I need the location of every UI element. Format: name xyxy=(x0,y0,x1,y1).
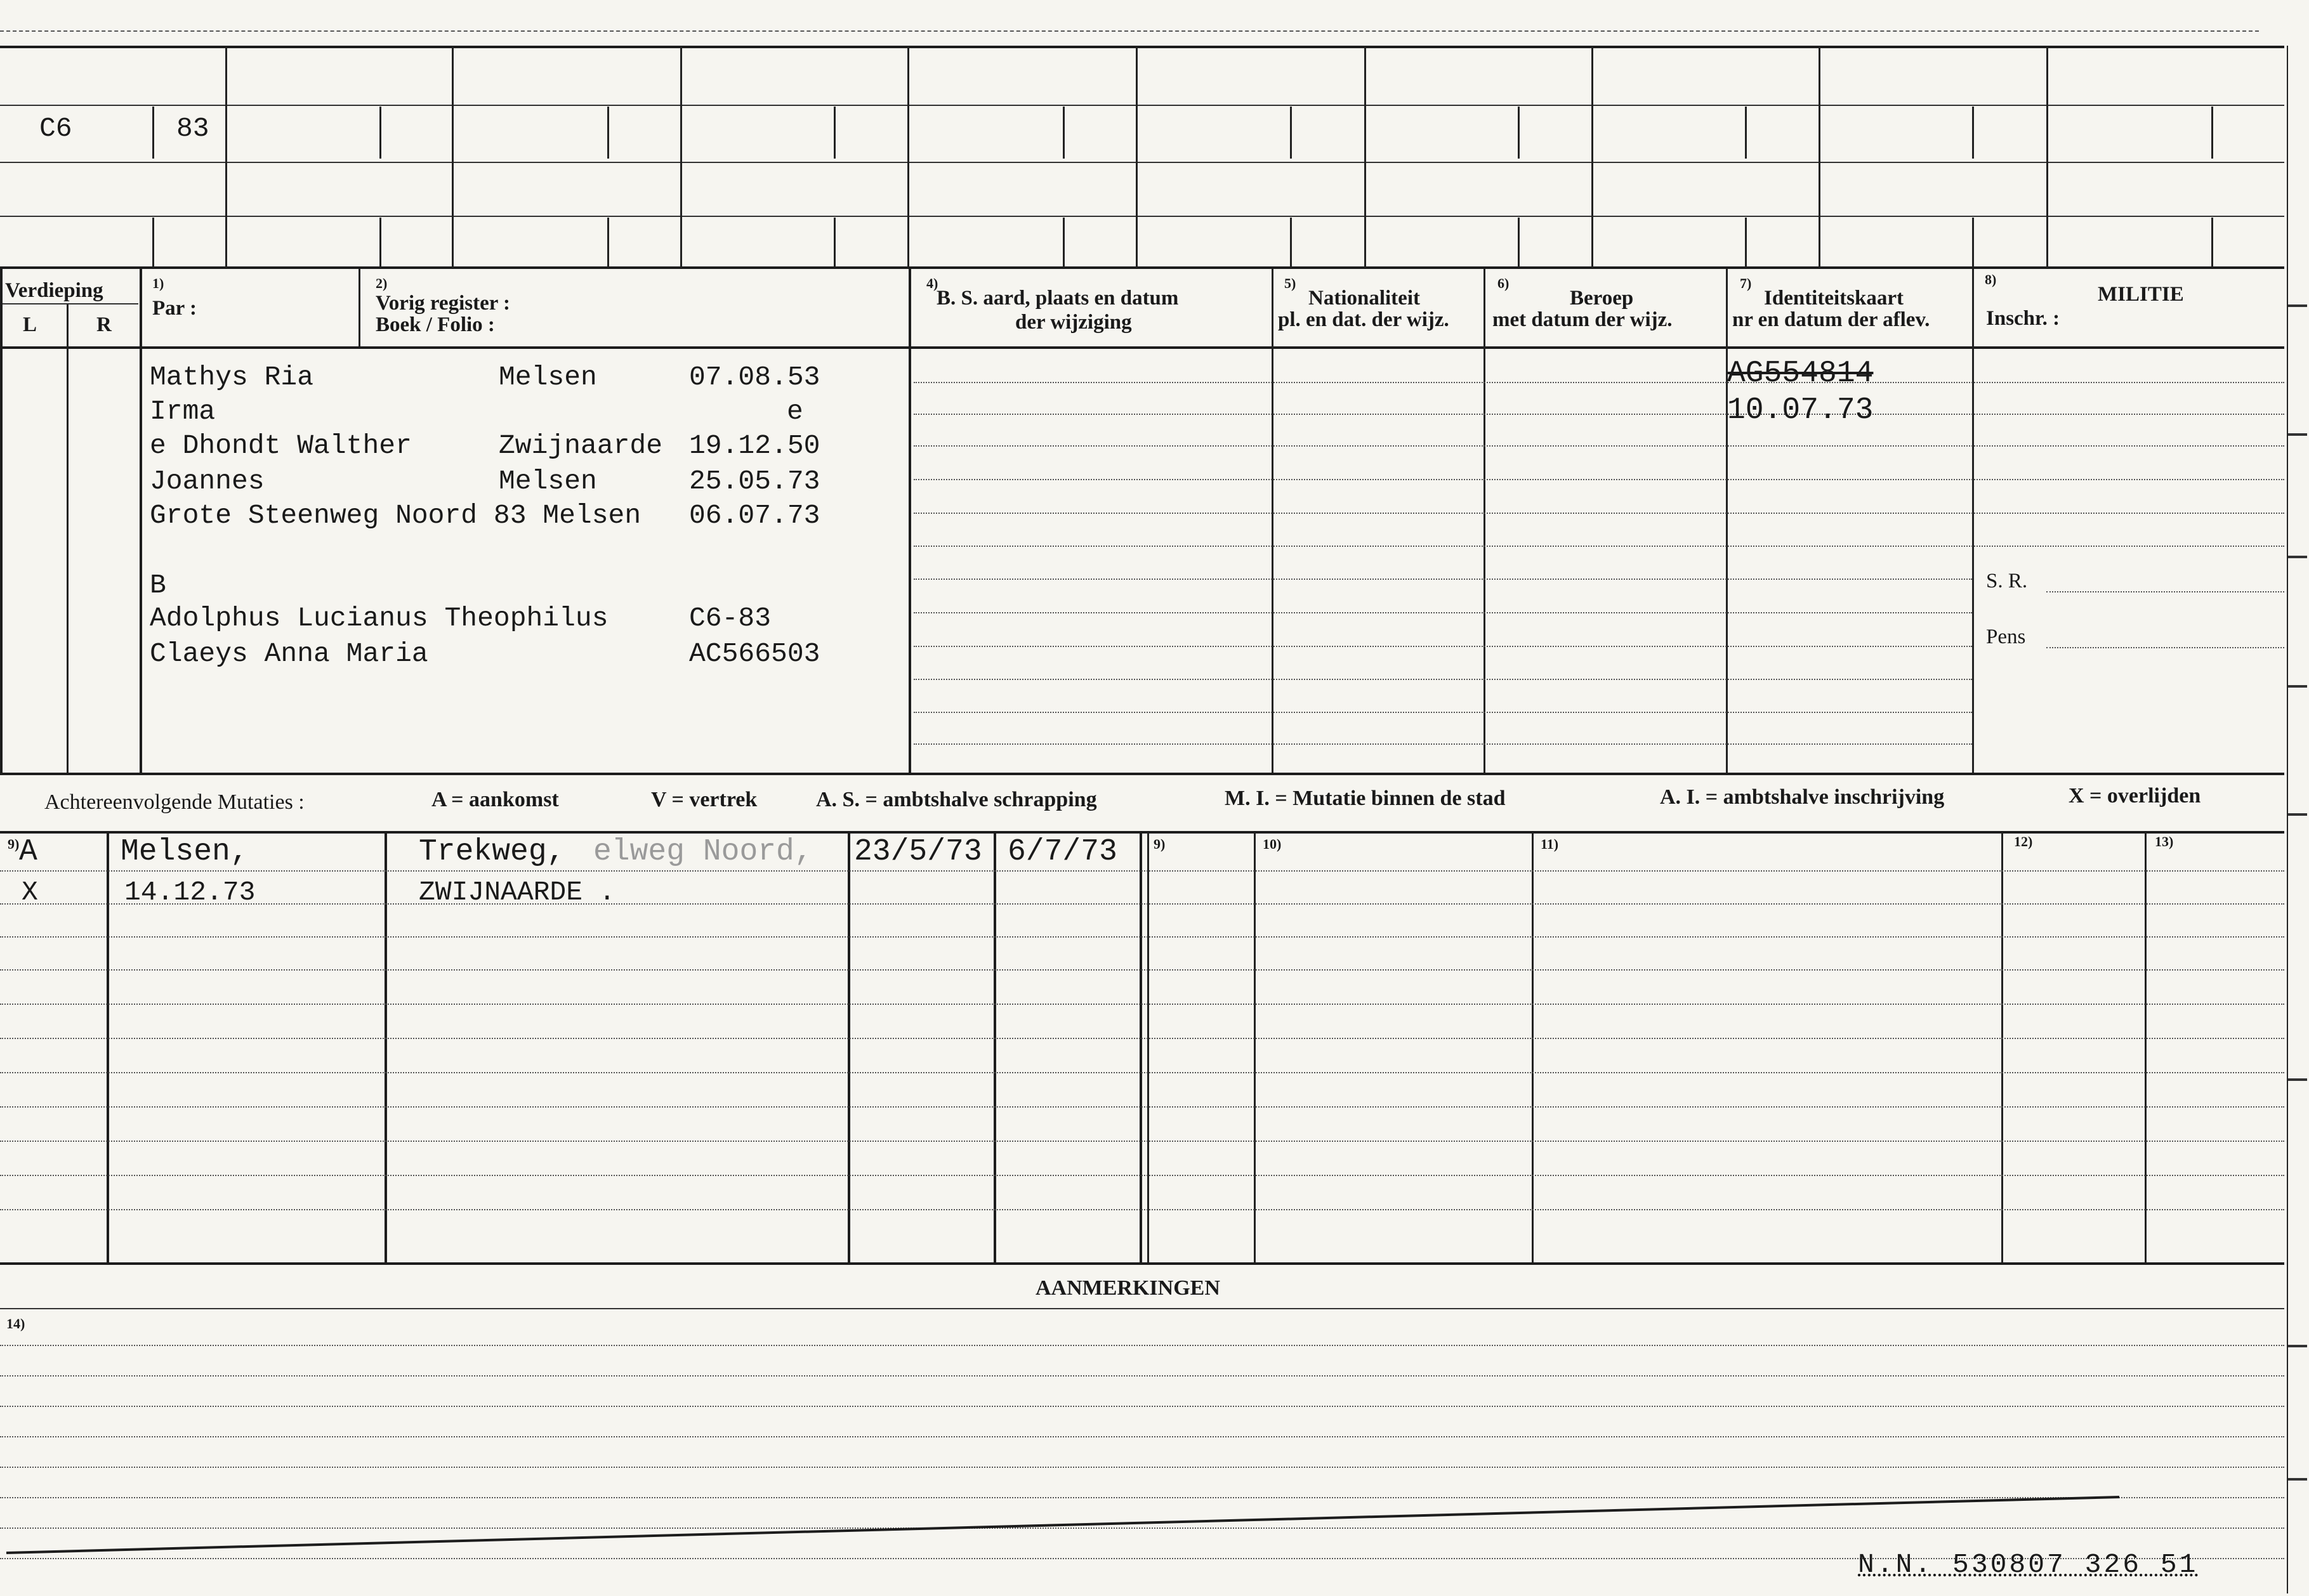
legend-vertrek: V = vertrek xyxy=(651,788,758,811)
militie-header: MILITIE xyxy=(2098,283,2184,306)
mutation-dotted xyxy=(0,1209,2284,1210)
col-number-4: 4) xyxy=(926,275,938,291)
vorig-register-label: Vorig register : xyxy=(376,292,511,315)
pens-label: Pens xyxy=(1986,625,2026,648)
person-name-8: Claeys Anna Maria xyxy=(150,638,428,669)
top-vline xyxy=(1136,46,1138,268)
dotted-line xyxy=(914,743,1972,745)
beroep-header-line1: Beroep xyxy=(1570,287,1634,310)
mutation-vline xyxy=(385,832,387,1262)
col-number-2: 2) xyxy=(376,275,388,291)
sr-line xyxy=(2046,591,2284,592)
mutation-vline xyxy=(1532,832,1534,1262)
top-minor-vline xyxy=(152,218,154,267)
verdieping-label: Verdieping xyxy=(5,279,103,302)
remarks-title: AANMERKINGEN xyxy=(1036,1276,1220,1300)
right-border xyxy=(2287,46,2288,1593)
col-number-7: 7) xyxy=(1740,275,1752,291)
top-minor-vline xyxy=(1972,107,1974,159)
militie-col-line xyxy=(1972,269,1974,773)
person-place-1: Melsen xyxy=(499,362,597,393)
header-bottom-rule xyxy=(0,346,2284,349)
person-place-3: Zwijnaarde xyxy=(499,430,663,461)
mutation-vline xyxy=(2145,832,2147,1262)
col-number-13: 13) xyxy=(2155,834,2174,849)
col-number-10: 10) xyxy=(1263,836,1282,852)
person-name-1: Mathys Ria xyxy=(150,362,314,393)
person-bottom-rule xyxy=(0,773,2284,775)
person-date-3: 19.12.50 xyxy=(689,430,820,461)
boek-folio-label: Boek / Folio : xyxy=(376,313,495,336)
top-minor-vline xyxy=(1518,107,1520,159)
top-vline xyxy=(1591,46,1593,268)
person-place-4: Melsen xyxy=(499,466,597,497)
mutation-date-2: 6/7/73 xyxy=(1008,835,1117,869)
nat-col-line xyxy=(1272,269,1273,773)
mutation-dotted xyxy=(0,1038,2284,1039)
verdieping-r: R xyxy=(96,313,112,336)
dotted-line xyxy=(914,612,1972,613)
mutation-address-1-faint: elweg Noord, xyxy=(593,835,813,869)
mutation-vline xyxy=(1254,832,1256,1262)
top-minor-vline xyxy=(607,218,609,267)
person-address: Grote Steenweg Noord 83 Melsen xyxy=(150,500,641,531)
nat-header-line2: pl. en dat. der wijz. xyxy=(1278,308,1449,331)
top-vline xyxy=(907,46,909,268)
mutations-bottom-rule xyxy=(0,1262,2284,1265)
dotted-line xyxy=(914,513,2284,514)
mutation-vline-double xyxy=(1147,832,1149,1262)
register-code: C6 xyxy=(39,113,72,144)
mutation-type-2: X xyxy=(22,877,38,908)
col-number-9: 9) xyxy=(8,836,20,852)
mutation-dotted xyxy=(0,1141,2284,1142)
mutation-dotted xyxy=(0,1175,2284,1176)
person-b-marker: B xyxy=(150,570,166,601)
top-minor-vline xyxy=(379,218,381,267)
verdieping-divider xyxy=(0,303,138,304)
dotted-line xyxy=(914,382,2284,383)
top-minor-vline xyxy=(379,107,381,159)
mutation-place-1: Melsen, xyxy=(121,835,249,869)
top-vline xyxy=(1364,46,1366,268)
nat-header-line1: Nationaliteit xyxy=(1308,287,1420,310)
top-minor-vline xyxy=(1290,107,1292,159)
person-name-3: e Dhondt Walther xyxy=(150,430,412,461)
top-minor-vline xyxy=(607,107,609,159)
top-vline xyxy=(680,46,682,268)
mutation-dotted xyxy=(0,903,2284,905)
header-top-rule xyxy=(0,266,2284,269)
remarks-dotted xyxy=(0,1406,2284,1407)
legend-label: Achtereenvolgende Mutaties : xyxy=(44,790,305,814)
mutation-address-1: Trekweg, xyxy=(419,835,565,869)
remarks-dotted xyxy=(0,1436,2284,1437)
remarks-top-line xyxy=(0,1308,2284,1309)
top-minor-vline xyxy=(1290,218,1292,267)
register-number: 83 xyxy=(176,113,209,144)
legend-mutatie: M. I. = Mutatie binnen de stad xyxy=(1225,787,1506,810)
legend-overlijden: X = overlijden xyxy=(2069,784,2201,808)
col-number-1: 1) xyxy=(152,275,164,291)
col-number-9b: 9) xyxy=(1154,836,1166,852)
id-header-line2: nr en datum der aflev. xyxy=(1732,308,1930,331)
col-number-6: 6) xyxy=(1497,275,1510,291)
id-card-date: 10.07.73 xyxy=(1727,393,1874,428)
top-dashed-rule xyxy=(0,30,2259,32)
person-date-4: 25.05.73 xyxy=(689,466,820,497)
remarks-dotted xyxy=(0,1467,2284,1468)
mutation-vline xyxy=(1140,832,1142,1262)
dotted-line xyxy=(914,646,1972,647)
margin-tick xyxy=(2287,1478,2307,1481)
top-minor-vline xyxy=(1745,107,1747,159)
remarks-dotted xyxy=(0,1345,2284,1346)
mutation-place-2: 14.12.73 xyxy=(124,877,256,908)
top-row-line-2 xyxy=(0,162,2284,163)
mutation-date-1: 23/5/73 xyxy=(854,835,982,869)
dotted-line xyxy=(914,414,2284,415)
mutation-dotted xyxy=(0,936,2284,938)
legend-aankomst: A = aankomst xyxy=(431,788,559,811)
mutation-address-2: ZWIJNAARDE . xyxy=(419,877,615,908)
person-code-7: C6-83 xyxy=(689,603,772,634)
dotted-line xyxy=(914,479,2284,480)
col-number-5: 5) xyxy=(1284,275,1296,291)
mutation-dotted xyxy=(0,870,2284,872)
top-vline xyxy=(225,46,227,268)
id-col-line xyxy=(1726,269,1728,773)
footer-nn: N.N. 530807 326 51 xyxy=(1858,1549,2199,1580)
col-number-12: 12) xyxy=(2014,834,2033,849)
col-number-14: 14) xyxy=(6,1316,25,1331)
person-name-2: Irma xyxy=(150,396,216,427)
top-row-line-3 xyxy=(0,216,2284,217)
top-vline xyxy=(2046,46,2048,268)
mutation-vline xyxy=(848,832,850,1262)
sr-label: S. R. xyxy=(1986,570,2028,592)
id-card-number: AG554814 xyxy=(1727,356,1874,391)
bs-header-line2: der wijziging xyxy=(1015,311,1132,334)
person-col-right xyxy=(909,268,911,773)
margin-tick xyxy=(2287,304,2307,307)
col-number-8: 8) xyxy=(1985,271,1997,287)
dotted-line xyxy=(914,679,1972,680)
beroep-col-line xyxy=(1483,269,1485,773)
top-minor-vline xyxy=(2211,218,2213,267)
top-minor-vline xyxy=(834,107,836,159)
mutation-dotted xyxy=(0,1004,2284,1005)
top-minor-vline xyxy=(1972,218,1974,267)
margin-tick xyxy=(2287,556,2307,558)
mutation-dotted xyxy=(0,1072,2284,1073)
top-minor-vline xyxy=(834,218,836,267)
person-date-5: 06.07.73 xyxy=(689,500,820,531)
header-vline xyxy=(359,269,360,346)
top-minor-vline xyxy=(1518,218,1520,267)
mutation-vline xyxy=(994,832,996,1262)
top-vline xyxy=(452,46,454,268)
person-name-7: Adolphus Lucianus Theophilus xyxy=(150,603,608,634)
diagonal-strike-line xyxy=(0,1491,2157,1560)
inschr-label: Inschr. : xyxy=(1986,307,2060,330)
person-code-8: AC566503 xyxy=(689,638,820,669)
lr-divider xyxy=(67,304,69,773)
person-name-4: Joannes xyxy=(150,466,265,497)
remarks-dotted xyxy=(0,1375,2284,1377)
person-date-1: 07.08.53 xyxy=(689,362,820,393)
mutation-dotted xyxy=(0,1106,2284,1108)
margin-tick xyxy=(2287,1345,2307,1347)
mutation-vline xyxy=(2001,832,2003,1262)
col-number-11: 11) xyxy=(1541,836,1559,852)
dotted-line xyxy=(914,546,2284,547)
mutation-vline xyxy=(107,832,109,1262)
dotted-line xyxy=(914,712,1972,713)
top-minor-vline xyxy=(152,107,154,159)
id-header-line1: Identiteitskaart xyxy=(1764,287,1904,310)
top-minor-vline xyxy=(1063,218,1065,267)
person-mark-2: e xyxy=(787,396,803,427)
beroep-header-line2: met datum der wijz. xyxy=(1492,308,1673,331)
pens-line xyxy=(2046,647,2284,648)
mutations-top-rule xyxy=(0,831,2284,834)
person-col-left xyxy=(140,268,142,773)
legend-schrapping: A. S. = ambtshalve schrapping xyxy=(816,788,1097,811)
top-rule xyxy=(0,46,2284,48)
left-border xyxy=(0,268,3,773)
legend-inschrijving: A. I. = ambtshalve inschrijving xyxy=(1660,785,1945,809)
verdieping-l: L xyxy=(23,313,37,336)
margin-tick xyxy=(2287,1078,2307,1081)
margin-tick xyxy=(2287,813,2307,816)
margin-tick xyxy=(2287,433,2307,436)
dotted-line xyxy=(914,579,1972,580)
top-minor-vline xyxy=(1063,107,1065,159)
top-row-line-1 xyxy=(0,105,2284,106)
mutation-type-1: A xyxy=(19,835,37,869)
bs-header-line1: B. S. aard, plaats en datum xyxy=(937,287,1179,310)
margin-tick xyxy=(2287,685,2307,688)
mutation-dotted xyxy=(0,969,2284,971)
top-minor-vline xyxy=(1745,218,1747,267)
par-label: Par : xyxy=(152,297,197,320)
top-minor-vline xyxy=(2211,107,2213,159)
top-vline xyxy=(1819,46,1820,268)
dotted-line xyxy=(914,445,2284,447)
